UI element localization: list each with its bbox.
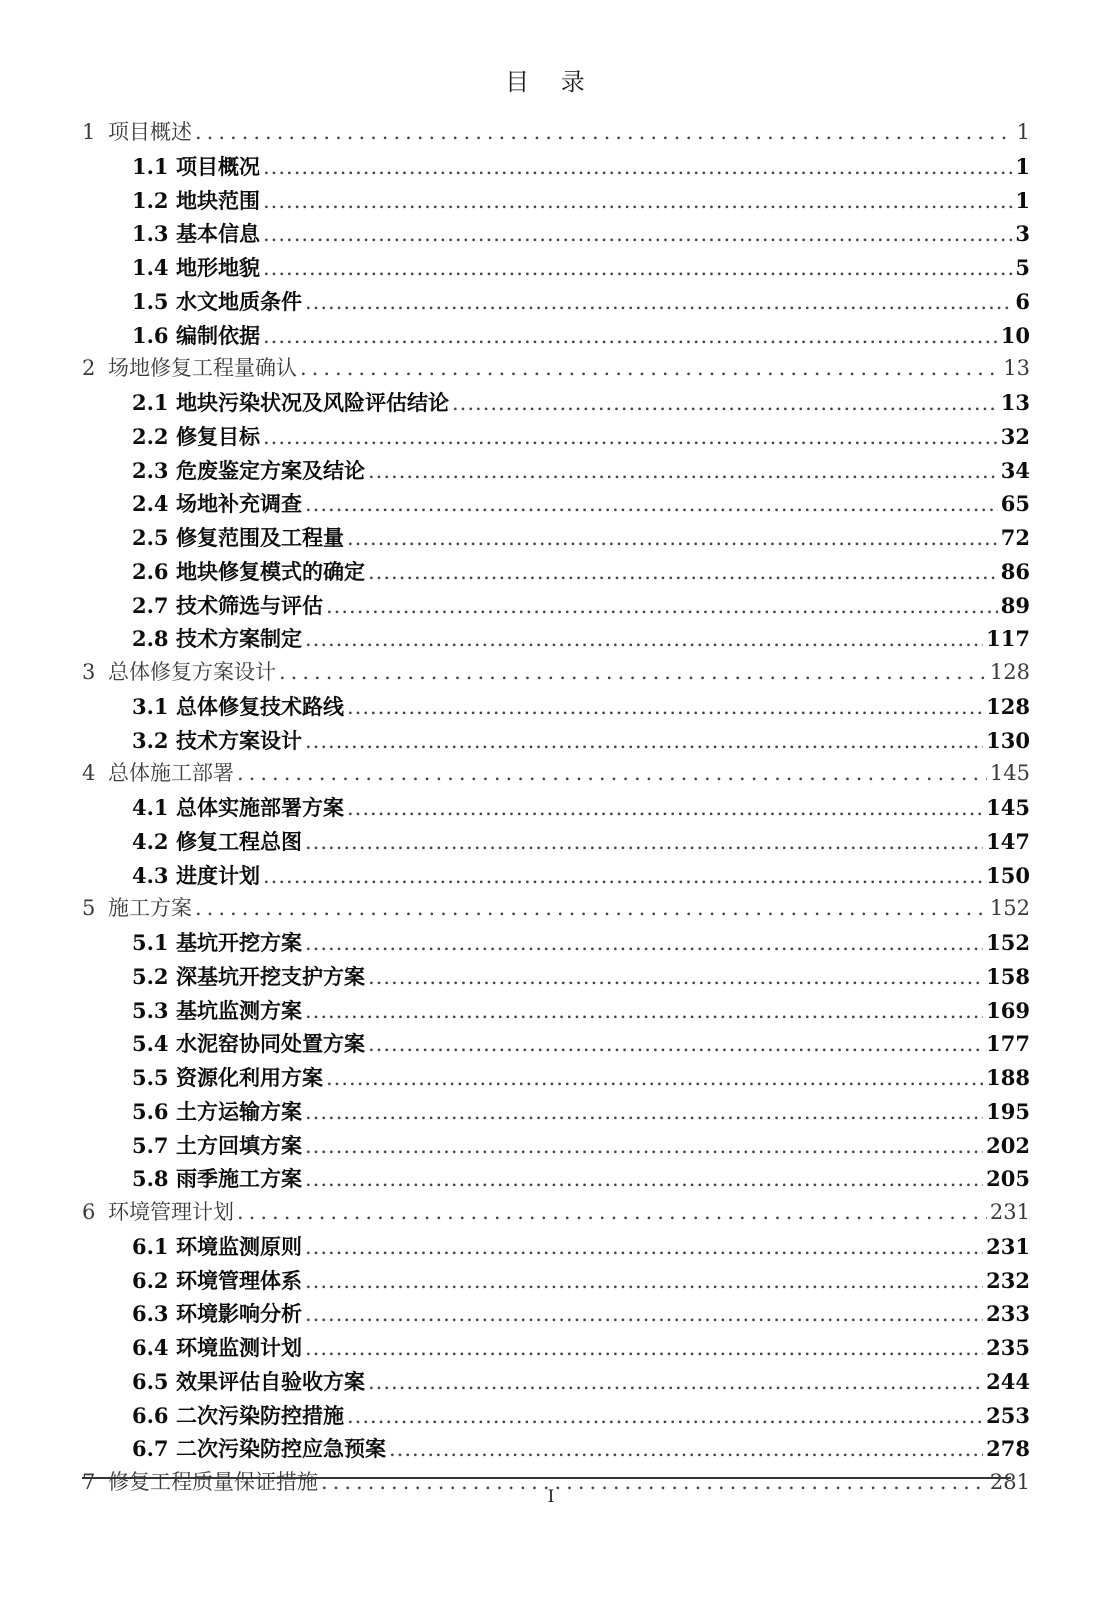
toc-section-entry[interactable] (82, 386, 1030, 420)
toc-entry-page-number: 232 (986, 1267, 1030, 1293)
toc-section-entry[interactable] (82, 859, 1030, 893)
toc-chapter-entry[interactable] (82, 656, 1030, 690)
toc-section-entry[interactable] (82, 319, 1030, 353)
toc-section-entry[interactable] (82, 1365, 1030, 1399)
toc-entry-page-number: 34 (1000, 457, 1030, 483)
toc-dot-leader (347, 522, 998, 556)
toc-entry-number: 5.1 (132, 930, 169, 955)
toc-section-entry[interactable] (82, 1297, 1030, 1331)
toc-dot-leader (452, 387, 998, 421)
toc-entry-number: 4.1 (132, 795, 169, 820)
toc-entry-title: 编制依据 (176, 322, 260, 348)
toc-dot-leader (305, 1298, 983, 1332)
toc-dot-leader (326, 590, 998, 624)
toc-section-entry[interactable] (82, 1331, 1030, 1365)
toc-entry-title: 修复工程总图 (176, 828, 302, 854)
toc-entry-title: 地块修复模式的确定 (176, 558, 365, 584)
toc-entry-title: 基坑开挖方案 (176, 930, 302, 955)
toc-entry-title: 土方运输方案 (176, 1098, 302, 1124)
toc-entry-title: 二次污染防控应急预案 (176, 1436, 386, 1462)
toc-entry-number: 2.6 (132, 558, 169, 584)
toc-dot-leader (263, 252, 1012, 286)
toc-entry-number: 5.5 (132, 1065, 169, 1090)
toc-entry-page-number: 1 (1015, 187, 1030, 213)
toc-section-entry[interactable] (82, 926, 1030, 960)
toc-entry-number: 5.6 (132, 1098, 169, 1124)
toc-entry-title: 基坑监测方案 (176, 997, 302, 1023)
toc-dot-leader (305, 1130, 983, 1164)
toc-entry-title: 地块范围 (176, 187, 260, 213)
toc-dot-leader (368, 455, 998, 489)
toc-section-entry[interactable] (82, 1230, 1030, 1264)
toc-entry-number: 2.1 (132, 390, 169, 415)
toc-dot-leader (300, 352, 1000, 386)
toc-section-entry[interactable] (82, 1432, 1030, 1466)
toc-dot-leader (263, 218, 1012, 252)
toc-entry-title: 技术方案制定 (176, 626, 302, 652)
toc-entry-title: 项目概况 (176, 153, 260, 179)
toc-entry-title: 环境管理计划 (108, 1200, 234, 1224)
toc-section-entry[interactable] (82, 690, 1030, 724)
toc-section-entry[interactable] (82, 487, 1030, 521)
toc-entry-number: 6.4 (132, 1335, 169, 1360)
toc-dot-leader (305, 995, 983, 1029)
toc-section-entry[interactable] (82, 1095, 1030, 1129)
toc-entry-number: 3 (82, 660, 96, 684)
toc-entry-title: 场地修复工程量确认 (108, 356, 297, 381)
toc-entry-number: 3.1 (132, 693, 169, 719)
toc-dot-leader (263, 185, 1012, 219)
toc-entry-number: 6 (82, 1200, 96, 1224)
toc-entry-number: 2 (82, 356, 96, 381)
toc-section-entry[interactable] (82, 622, 1030, 656)
toc-dot-leader (305, 725, 983, 759)
toc-entry-page-number: 244 (986, 1368, 1030, 1394)
toc-chapter-entry[interactable] (82, 1196, 1030, 1230)
toc-entry-title: 环境管理体系 (176, 1267, 302, 1293)
toc-dot-leader (263, 151, 1012, 185)
toc-dot-leader (279, 656, 987, 690)
toc-dot-leader (195, 116, 1014, 150)
toc-entry-title: 基本信息 (176, 221, 260, 247)
toc-section-entry[interactable] (82, 1399, 1030, 1433)
toc-entry-page-number: 231 (989, 1200, 1030, 1224)
toc-entry-number: 5.4 (132, 1031, 169, 1057)
toc-entry-title: 二次污染防控措施 (176, 1402, 344, 1428)
toc-entry-number: 5.3 (132, 997, 169, 1023)
toc-section-entry[interactable] (82, 1027, 1030, 1061)
page-number: I (547, 1487, 555, 1507)
toc-section-entry[interactable] (82, 454, 1030, 488)
toc-entry-title: 场地补充调查 (176, 491, 302, 517)
toc-section-entry[interactable] (82, 791, 1030, 825)
table-of-contents (82, 116, 1030, 1500)
toc-entry-number: 2.5 (132, 525, 169, 550)
toc-dot-leader (347, 792, 983, 826)
toc-section-entry[interactable] (82, 217, 1030, 251)
toc-entry-title: 环境影响分析 (176, 1301, 302, 1327)
toc-dot-leader (305, 1332, 983, 1366)
toc-dot-leader (263, 421, 998, 455)
toc-entry-title: 技术筛选与评估 (176, 592, 323, 618)
toc-section-entry[interactable] (82, 589, 1030, 623)
toc-entry-page-number: 32 (1000, 423, 1030, 449)
toc-section-entry[interactable] (82, 1129, 1030, 1163)
toc-entry-number: 7 (82, 1470, 96, 1494)
toc-entry-title: 施工方案 (108, 896, 192, 921)
toc-entry-page-number: 281 (989, 1470, 1030, 1494)
toc-entry-page-number: 205 (986, 1166, 1030, 1192)
toc-entry-number: 6.1 (132, 1233, 169, 1259)
toc-entry-page-number: 130 (986, 727, 1030, 753)
toc-entry-number: 4.2 (132, 828, 169, 854)
toc-entry-page-number: 3 (1015, 221, 1030, 247)
toc-dot-leader (237, 757, 987, 791)
toc-entry-number: 1.2 (132, 187, 169, 213)
toc-dot-leader (347, 691, 983, 725)
toc-dot-leader (305, 927, 983, 961)
toc-dot-leader (305, 1231, 983, 1265)
toc-entry-page-number: 86 (1000, 558, 1030, 584)
toc-entry-page-number: 150 (986, 862, 1030, 888)
toc-dot-leader (263, 860, 983, 894)
toc-entry-page-number: 10 (1000, 322, 1030, 348)
toc-entry-page-number: 278 (986, 1436, 1030, 1462)
toc-entry-page-number: 169 (986, 997, 1030, 1023)
toc-entry-number: 2.4 (132, 491, 169, 517)
toc-section-entry[interactable] (82, 555, 1030, 589)
toc-entry-number: 1 (82, 120, 96, 144)
toc-section-entry[interactable] (82, 285, 1030, 319)
toc-dot-leader (305, 1096, 983, 1130)
toc-section-entry[interactable] (82, 724, 1030, 758)
toc-chapter-entry[interactable] (82, 892, 1030, 926)
toc-entry-number: 2.2 (132, 423, 169, 449)
toc-entry-page-number: 13 (1000, 390, 1030, 415)
toc-entry-page-number: 13 (1003, 356, 1030, 381)
toc-entry-number: 6.7 (132, 1436, 169, 1462)
toc-entry-number: 5.8 (132, 1166, 169, 1192)
toc-chapter-entry[interactable] (82, 757, 1030, 791)
toc-entry-page-number: 147 (986, 828, 1030, 854)
toc-dot-leader (347, 1400, 983, 1434)
toc-dot-leader (305, 826, 983, 860)
toc-section-entry[interactable] (82, 184, 1030, 218)
toc-entry-number: 5.7 (132, 1132, 169, 1158)
toc-entry-title: 危废鉴定方案及结论 (176, 457, 365, 483)
toc-entry-page-number: 72 (1000, 525, 1030, 550)
toc-chapter-entry[interactable] (82, 352, 1030, 386)
toc-section-entry[interactable] (82, 150, 1030, 184)
toc-entry-title: 修复范围及工程量 (176, 525, 344, 550)
toc-entry-page-number: 152 (989, 896, 1030, 921)
toc-section-entry[interactable] (82, 825, 1030, 859)
toc-dot-leader (368, 1366, 983, 1400)
toc-entry-number: 5.2 (132, 963, 169, 989)
toc-entry-number: 1.4 (132, 255, 169, 280)
toc-entry-title: 项目概述 (108, 120, 192, 144)
toc-entry-title: 土方回填方案 (176, 1132, 302, 1158)
toc-entry-page-number: 177 (986, 1031, 1030, 1057)
toc-entry-title: 地形地貌 (176, 255, 260, 280)
toc-entry-title: 技术方案设计 (176, 727, 302, 753)
toc-dot-leader (263, 320, 998, 354)
toc-entry-page-number: 65 (1000, 491, 1030, 517)
toc-entry-number: 1.5 (132, 288, 169, 314)
toc-entry-number: 6.2 (132, 1267, 169, 1293)
toc-section-entry[interactable] (82, 1162, 1030, 1196)
toc-entry-page-number: 145 (989, 761, 1030, 786)
toc-entry-page-number: 1 (1016, 120, 1030, 144)
toc-dot-leader (389, 1433, 983, 1467)
toc-entry-page-number: 1 (1015, 153, 1030, 179)
toc-entry-number: 1.3 (132, 221, 169, 247)
toc-entry-title: 修复目标 (176, 423, 260, 449)
toc-chapter-entry[interactable] (82, 116, 1030, 150)
toc-entry-number: 2.7 (132, 592, 169, 618)
toc-entry-page-number: 128 (989, 660, 1030, 684)
toc-entry-title: 水文地质条件 (176, 288, 302, 314)
toc-entry-title: 环境监测原则 (176, 1233, 302, 1259)
toc-entry-page-number: 117 (986, 626, 1030, 652)
toc-entry-page-number: 128 (986, 693, 1030, 719)
toc-dot-leader (305, 1265, 983, 1299)
toc-entry-page-number: 6 (1015, 288, 1030, 314)
toc-section-entry[interactable] (82, 1061, 1030, 1095)
toc-entry-page-number: 202 (986, 1132, 1030, 1158)
toc-entry-title: 总体实施部署方案 (176, 795, 344, 820)
toc-entry-title: 雨季施工方案 (176, 1166, 302, 1192)
page-title: 目 录 (505, 68, 597, 96)
toc-entry-page-number: 233 (986, 1301, 1030, 1327)
toc-section-entry[interactable] (82, 251, 1030, 285)
toc-entry-title: 总体修复技术路线 (176, 693, 344, 719)
toc-entry-title: 效果评估自验收方案 (176, 1368, 365, 1394)
toc-entry-number: 6.5 (132, 1368, 169, 1394)
toc-entry-title: 修复工程质量保证措施 (108, 1470, 318, 1494)
toc-entry-page-number: 235 (986, 1335, 1030, 1360)
toc-entry-number: 6.6 (132, 1402, 169, 1428)
toc-dot-leader (305, 488, 998, 522)
toc-dot-leader (195, 892, 987, 926)
toc-dot-leader (326, 1062, 983, 1096)
toc-entry-title: 总体施工部署 (108, 761, 234, 786)
toc-section-entry[interactable] (82, 994, 1030, 1028)
toc-entry-number: 5 (82, 896, 96, 921)
toc-entry-page-number: 152 (986, 930, 1030, 955)
toc-entry-number: 3.2 (132, 727, 169, 753)
toc-entry-page-number: 89 (1000, 592, 1030, 618)
toc-entry-title: 地块污染状况及风险评估结论 (176, 390, 449, 415)
toc-entry-page-number: 231 (986, 1233, 1030, 1259)
toc-entry-page-number: 253 (986, 1402, 1030, 1428)
toc-dot-leader (305, 286, 1012, 320)
toc-entry-number: 4.3 (132, 862, 169, 888)
toc-entry-number: 1.6 (132, 322, 169, 348)
footer-divider (82, 1477, 1011, 1479)
toc-entry-title: 进度计划 (176, 862, 260, 888)
toc-entry-title: 环境监测计划 (176, 1335, 302, 1360)
toc-dot-leader (305, 1163, 983, 1197)
toc-dot-leader (305, 623, 983, 657)
toc-entry-page-number: 5 (1015, 255, 1030, 280)
toc-dot-leader (368, 961, 983, 995)
toc-entry-page-number: 145 (986, 795, 1030, 820)
toc-section-entry[interactable] (82, 1264, 1030, 1298)
toc-entry-page-number: 158 (986, 963, 1030, 989)
toc-entry-title: 水泥窑协同处置方案 (176, 1031, 365, 1057)
toc-dot-leader (368, 1028, 983, 1062)
toc-entry-number: 1.1 (132, 153, 169, 179)
toc-entry-title: 总体修复方案设计 (108, 660, 276, 684)
toc-entry-number: 4 (82, 761, 96, 786)
toc-entry-number: 2.3 (132, 457, 169, 483)
toc-section-entry[interactable] (82, 420, 1030, 454)
toc-entry-title: 深基坑开挖支护方案 (176, 963, 365, 989)
toc-dot-leader (237, 1196, 987, 1230)
toc-entry-page-number: 188 (986, 1065, 1030, 1090)
toc-section-entry[interactable] (82, 521, 1030, 555)
toc-entry-number: 2.8 (132, 626, 169, 652)
toc-section-entry[interactable] (82, 960, 1030, 994)
toc-dot-leader (368, 556, 998, 590)
toc-entry-page-number: 195 (986, 1098, 1030, 1124)
toc-entry-title: 资源化利用方案 (176, 1065, 323, 1090)
toc-entry-number: 6.3 (132, 1301, 169, 1327)
